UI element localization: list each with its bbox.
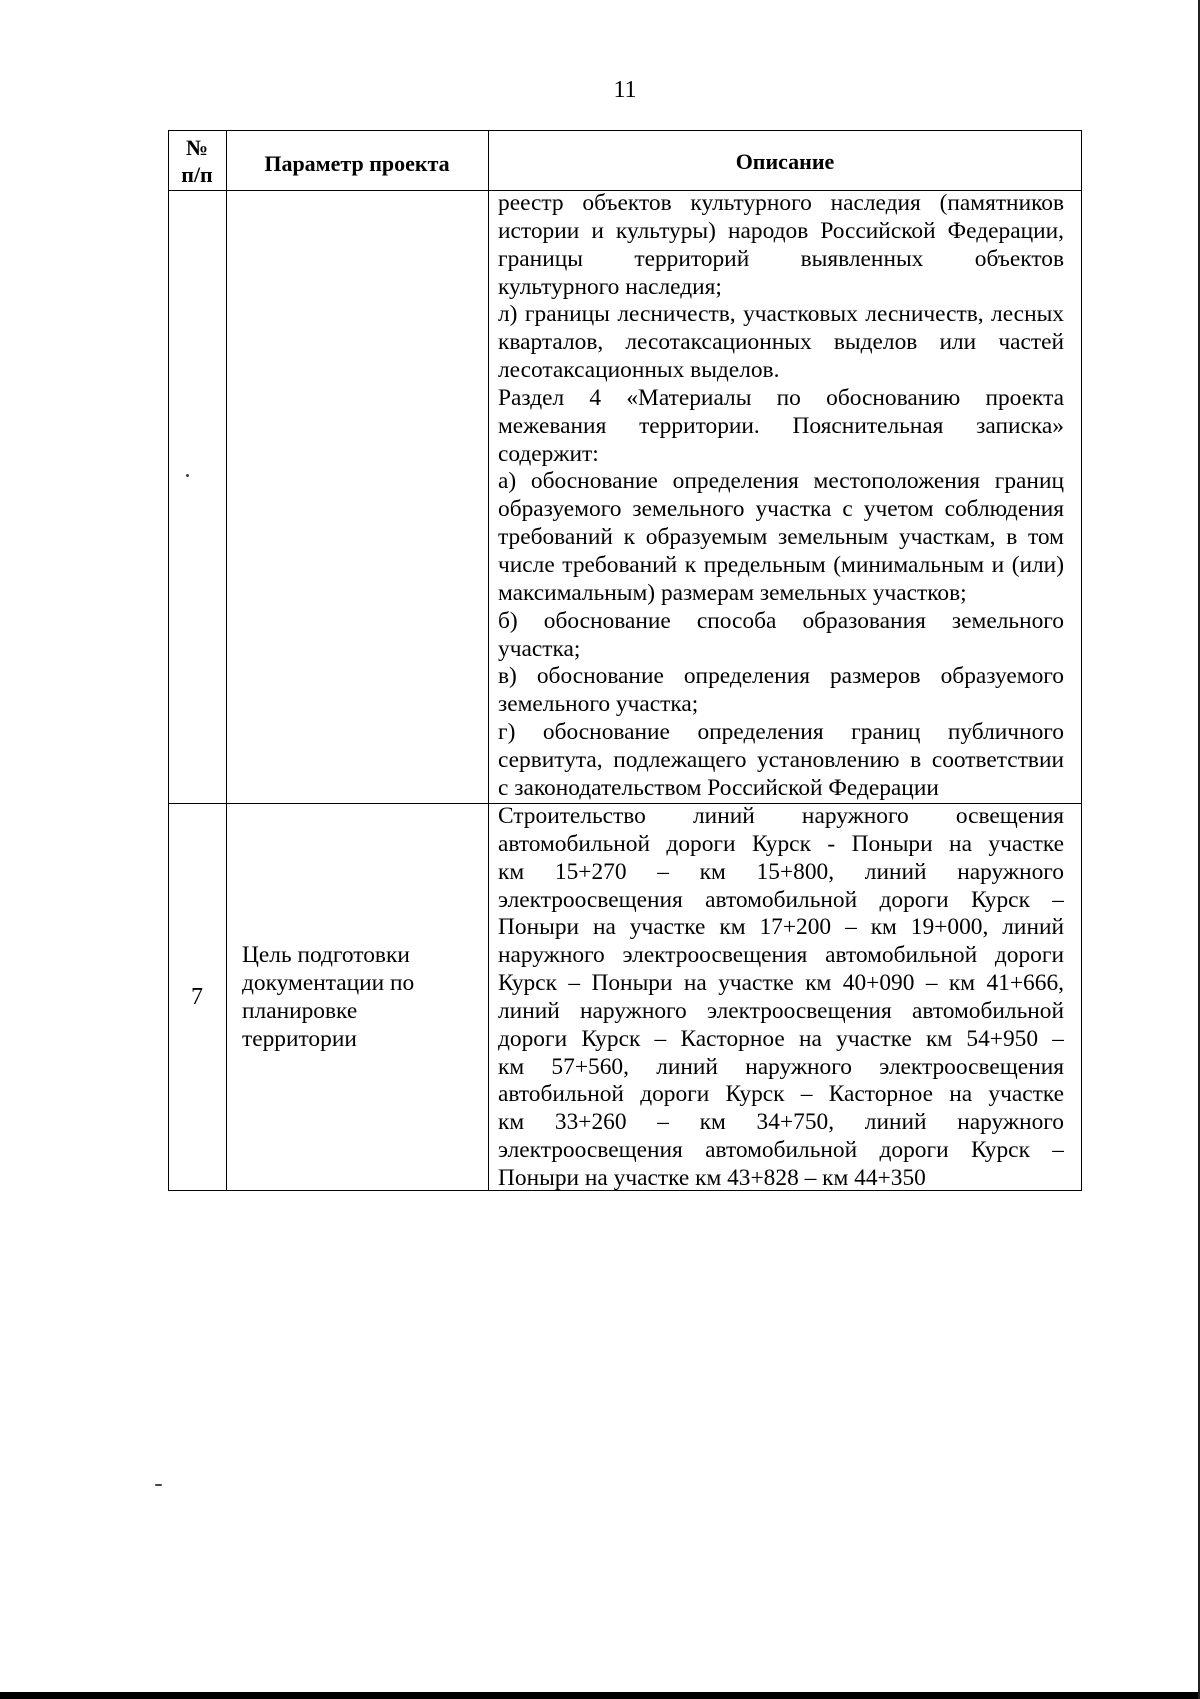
column-divider — [488, 130, 489, 1191]
description-line: линий наружного электроосвещения автомобильной — [498, 997, 1064, 1024]
scan-speck — [155, 1484, 162, 1486]
description-line: Раздел 4 «Материалы по обоснованию проекта — [498, 384, 1064, 411]
header-number-pp: п/п — [181, 162, 213, 187]
description-line: лесотаксационных выделов. — [498, 357, 780, 384]
description-line: содержит: — [498, 440, 599, 467]
description-line: межевания территории. Пояснительная записка» — [498, 412, 1064, 439]
description-line: в) обоснование определения размеров образуемого — [498, 663, 1064, 690]
description-line: Строительство линий наружного освещения — [498, 803, 1064, 829]
description-line: максимальным) размерам земельных участков; — [498, 579, 967, 606]
description-line: требований к образуемым земельным участкам, в том — [498, 524, 1064, 551]
parameter-line: документации по — [242, 969, 415, 996]
parameter-line: Цель подготовки — [242, 942, 410, 968]
description-line: земельного участка; — [498, 691, 699, 718]
header-parameter: Параметр проекта — [264, 151, 450, 176]
column-divider — [226, 130, 227, 1191]
description-line: л) границы лесничеств, участковых лесничеств, лесных — [498, 301, 1064, 328]
description-line: автомобильной дороги Курск - Поныри на участке — [498, 830, 1064, 857]
description-line: Поныри на участке км 17+200 – км 19+000, линий — [498, 914, 1064, 941]
header-number-sign: № — [185, 135, 209, 160]
description-line: кварталов, лесотаксационных выделов или частей — [498, 329, 1064, 356]
scan-edge-bottom — [0, 1692, 1200, 1699]
header-description: Описание — [735, 149, 835, 174]
description-line: культурного наследия; — [498, 273, 722, 300]
description-line: дороги Курск – Касторное на участке км 54+950 – — [498, 1025, 1064, 1052]
description-line: г) обоснование определения границ публичного — [498, 719, 1064, 746]
description-line: границы территорий выявленных объектов — [498, 245, 1064, 272]
description-line: электроосвещения автомобильной дороги Курск – — [498, 886, 1064, 913]
description-line: сервитута, подлежащего установлению в соответствии — [498, 746, 1064, 773]
description-line: км 57+560, линий наружного электроосвещения — [498, 1053, 1064, 1080]
description-line: Курск – Поныри на участке км 40+090 – км 41+666, — [498, 970, 1064, 997]
description-line: автобильной дороги Курск – Касторное на участке — [498, 1081, 1064, 1108]
description-line: истории и культуры) народов Российской Федерации, — [498, 217, 1064, 244]
parameter-line: территории — [242, 1025, 357, 1052]
description-line: км 15+270 – км 15+800, линий наружного — [498, 858, 1064, 885]
description-line: б) обоснование способа образования земельного — [498, 607, 1064, 634]
description-line: Поныри на участке км 43+828 – км 44+350 — [498, 1164, 926, 1191]
continued-row-description — [498, 190, 1064, 803]
description-line: реестр объектов культурного наследия (памятников — [498, 190, 1064, 216]
page-number: 11 — [613, 77, 637, 103]
row-description — [498, 803, 1064, 1193]
scan-speck — [186, 474, 189, 477]
header-number — [168, 134, 226, 188]
parameter-line: планировке — [242, 997, 358, 1024]
description-line: участка; — [498, 635, 581, 662]
description-line: числе требований к предельным (минимальным и (или) — [498, 551, 1064, 578]
description-line: км 33+260 – км 34+750, линий наружного — [498, 1109, 1064, 1136]
description-line: электроосвещения автомобильной дороги Курск – — [498, 1137, 1064, 1164]
description-line: образуемого земельного участка с учетом соблюдения — [498, 496, 1064, 523]
description-line: наружного электроосвещения автомобильной дороги — [498, 942, 1064, 969]
description-line: с законодательством Российской Федерации — [498, 774, 939, 801]
row-parameter — [242, 942, 482, 1053]
description-line: а) обоснование определения местоположения границ — [498, 468, 1064, 495]
row-number: 7 — [191, 984, 203, 1010]
